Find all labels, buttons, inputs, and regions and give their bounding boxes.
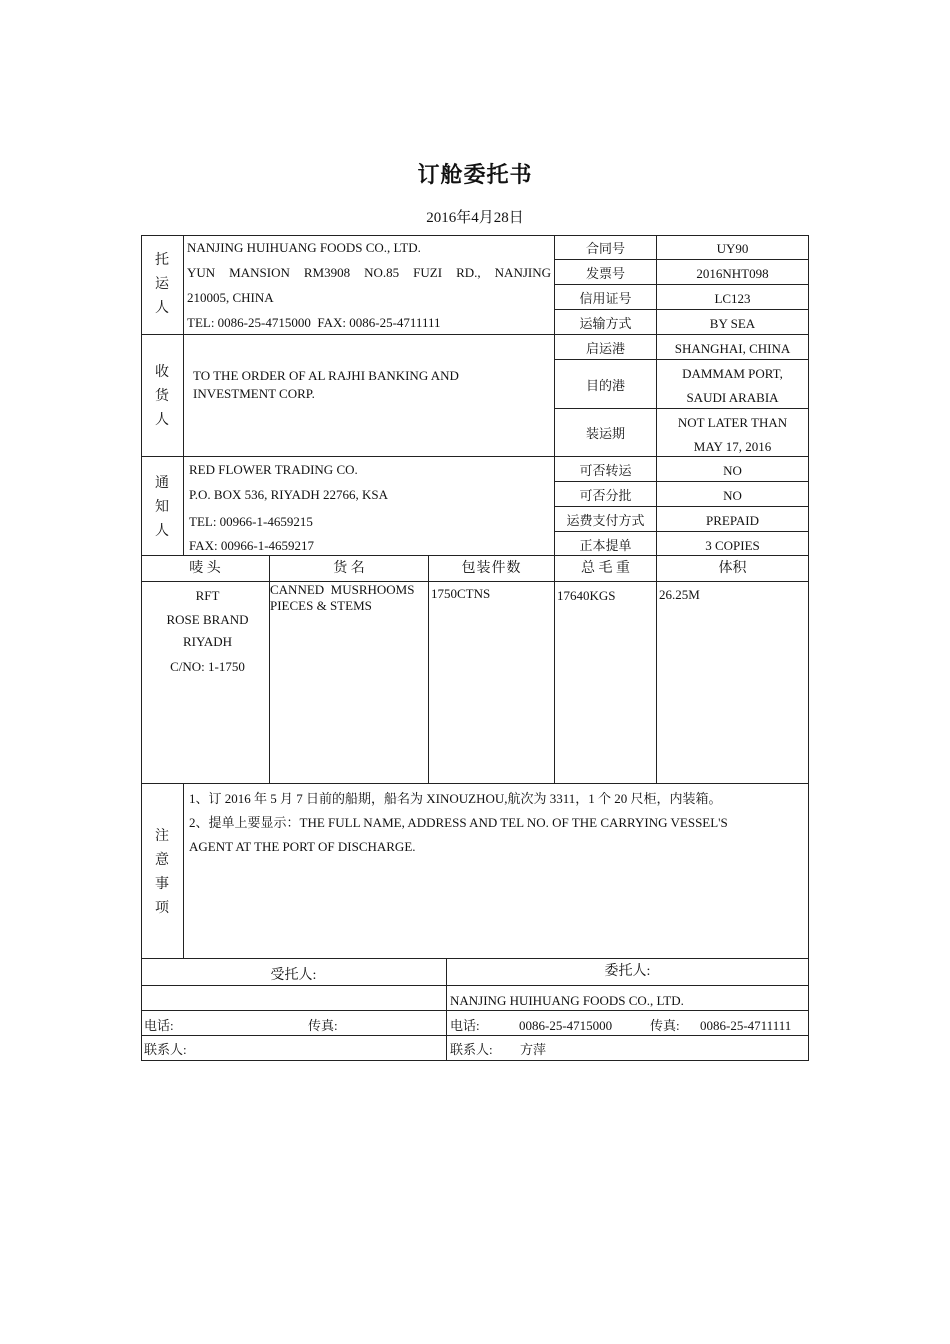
divider [141, 1010, 809, 1011]
field-value-transshipment: NO [723, 463, 742, 478]
notify-line1: RED FLOWER TRADING CO. [189, 462, 358, 477]
field-value-destination-port-line2: SAUDI ARABIA [686, 390, 779, 405]
field-label-contract-no: 合同号 [585, 241, 625, 256]
trustee-fax-label: 传真: [308, 1018, 338, 1033]
field-label-port-of-loading: 启运港 [585, 341, 625, 356]
divider [141, 958, 809, 959]
notes-line2: 2、提单上要显示：THE FULL NAME, ADDRESS AND TEL NO. OF THE CARRYING VESSEL'S [189, 815, 728, 830]
field-value-shipment-date-line1: NOT LATER THAN [677, 415, 788, 430]
shipper-line3: 210005, CHINA [187, 290, 274, 305]
shipping-mark-line: RFT [195, 588, 220, 603]
goods-gross-weight: 17640KGS [557, 588, 616, 603]
divider [554, 408, 809, 409]
divider [554, 309, 809, 310]
goods-description-line2: PIECES & STEMS [270, 598, 372, 613]
divider [141, 1035, 809, 1036]
divider [141, 456, 809, 457]
field-value-shipment-date-line2: MAY 17, 2016 [693, 439, 772, 454]
notes-line3: AGENT AT THE PORT OF DISCHARGE. [189, 839, 416, 854]
document-date: 2016年4月28日 [426, 210, 524, 226]
divider [141, 334, 809, 335]
shipper-line4: TEL: 0086-25-4715000 FAX: 0086-25-4711111 [187, 315, 441, 330]
trustor-label: 委托人: [604, 964, 651, 979]
field-value-contract-no: UY90 [716, 241, 749, 256]
goods-packages: 1750CTNS [431, 586, 491, 601]
divider [141, 783, 809, 784]
divider [554, 481, 809, 482]
shipping-mark-line: RIYADH [182, 634, 233, 649]
trustor-contact-label: 联系人: [450, 1042, 493, 1057]
field-value-port-of-loading: SHANGHAI, CHINA [674, 341, 791, 356]
divider [141, 985, 809, 986]
field-label-partial-shipment: 可否分批 [579, 488, 632, 503]
notify-line2: P.O. BOX 536, RIYADH 22766, KSA [189, 487, 388, 502]
divider [554, 284, 809, 285]
trustor-contact-name: 方萍 [520, 1042, 547, 1057]
field-value-transport-mode: BY SEA [709, 316, 756, 331]
field-value-lc-no: LC123 [714, 291, 751, 306]
shipping-mark-line: C/NO: 1-1750 [170, 659, 245, 674]
field-value-destination-port-line1: DAMMAM PORT, [682, 366, 783, 381]
notify-label: 通知人 [155, 476, 169, 539]
divider [183, 235, 184, 556]
notify-line4: FAX: 00966-1-4659217 [189, 538, 315, 553]
divider [141, 555, 809, 556]
divider [183, 783, 184, 958]
trustee-contact-label: 联系人: [144, 1042, 187, 1057]
trustor-phone-value: 0086-25-4715000 [519, 1018, 613, 1033]
consignee-label: 收货人 [155, 365, 169, 428]
field-value-partial-shipment: NO [723, 488, 742, 503]
consignee-line2: INVESTMENT CORP. [193, 386, 315, 401]
divider [554, 531, 809, 532]
field-value-invoice-no: 2016NHT098 [696, 266, 769, 281]
divider [428, 555, 429, 783]
goods-header-volume: 体积 [718, 561, 747, 576]
notes-line1: 1、订 2016 年 5 月 7 日前的船期，船名为 XINOUZHOU,航次为 3311，1 个 20 尺柜，内装箱。 [189, 791, 722, 806]
goods-header-marks: 唛 头 [189, 561, 221, 576]
notify-line3: TEL: 00966-1-4659215 [189, 514, 313, 529]
shipping-mark-line: ROSE BRAND [166, 612, 249, 627]
goods-description-line1: CANNED MUSRHOOMS [270, 582, 415, 597]
trustor-fax-label: 传真: [650, 1018, 680, 1033]
goods-header-gross-weight: 总 毛 重 [581, 561, 630, 576]
notes-label: 注意事项 [155, 829, 169, 916]
goods-volume: 26.25M [659, 587, 700, 602]
field-label-lc-no: 信用证号 [579, 291, 632, 306]
field-label-transshipment: 可否转运 [579, 463, 632, 478]
field-value-original-bl: 3 COPIES [705, 538, 760, 553]
divider [554, 359, 809, 360]
consignee-line1: TO THE ORDER OF AL RAJHI BANKING AND [193, 368, 459, 383]
trustor-fax-value: 0086-25-4711111 [700, 1018, 792, 1033]
shipper-line2: YUN MANSION RM3908 NO.85 FUZI RD., NANJING [187, 265, 551, 280]
field-value-freight-payment: PREPAID [706, 513, 759, 528]
field-label-freight-payment: 运费支付方式 [566, 513, 645, 528]
divider [141, 581, 809, 582]
border-top [141, 235, 809, 236]
field-label-transport-mode: 运输方式 [579, 316, 632, 331]
border-bottom [141, 1060, 809, 1061]
field-label-original-bl: 正本提单 [579, 538, 632, 553]
shipper-line1: NANJING HUIHUANG FOODS CO., LTD. [187, 240, 421, 255]
field-label-shipment-date: 装运期 [585, 426, 625, 441]
divider [554, 259, 809, 260]
field-label-invoice-no: 发票号 [585, 266, 625, 281]
trustee-label: 受托人: [270, 968, 317, 983]
divider [554, 506, 809, 507]
goods-header-description: 货 名 [333, 561, 365, 576]
trustee-phone-label: 电话: [144, 1018, 174, 1033]
trustor-phone-label: 电话: [450, 1018, 480, 1033]
field-label-destination-port: 目的港 [585, 378, 625, 393]
trustor-company-name: NANJING HUIHUANG FOODS CO., LTD. [450, 993, 684, 1008]
shipper-label: 托运人 [155, 253, 169, 316]
page-title: 订舱委托书 [417, 162, 533, 187]
booking-form-table [141, 235, 809, 1061]
goods-header-packages: 包装件数 [461, 561, 522, 576]
